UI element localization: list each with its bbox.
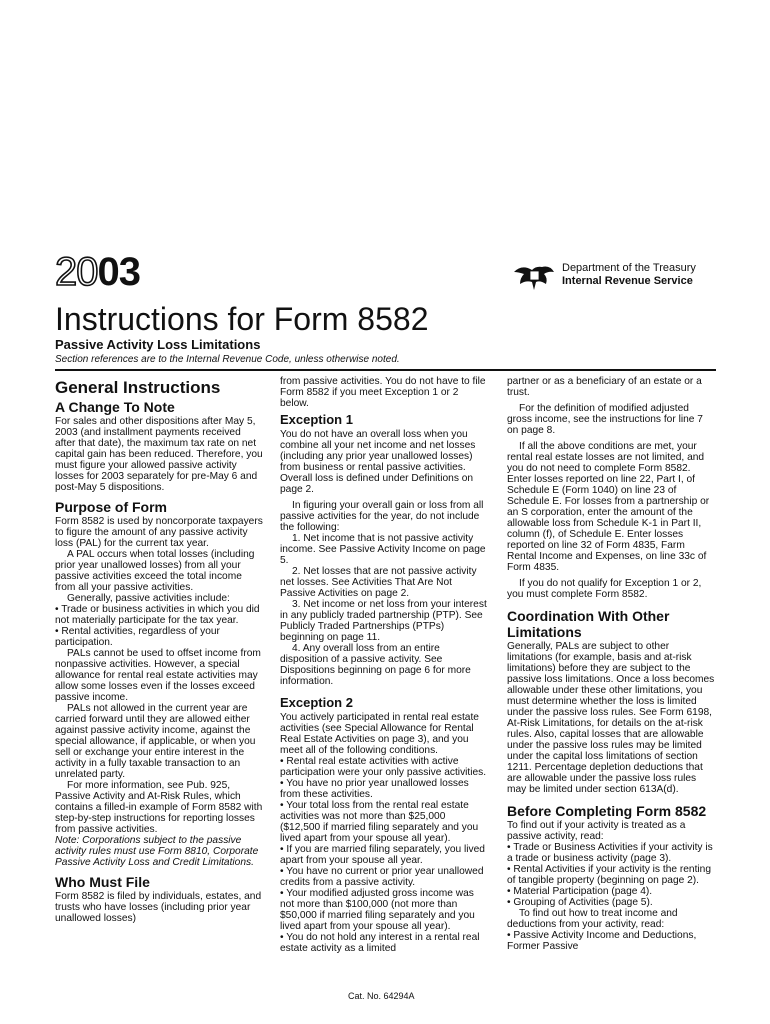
bullet-item: • Your total loss from the rental real estate activities was not more than $25,000 ($12,500 if married filing separately and you lived apart from your spouse all year). — [280, 800, 479, 844]
heading-general-instructions: General Instructions — [55, 378, 221, 397]
paragraph: To find out if your activity is treated as a passive activity, read: — [507, 820, 686, 842]
bullet-item: • Trade or business activities in which you did not materially participate for the tax year. — [55, 604, 260, 626]
bullet-item: • Your modified adjusted gross income was not more than $100,000 (not more than $50,000 if married filing separately and you lived apart from your spouse all year). — [280, 888, 475, 932]
bullet-item: • Grouping of Activities (page 5). — [507, 897, 653, 908]
heading-exception-1: Exception 1 — [280, 412, 353, 427]
form-year: 2003 — [55, 250, 140, 294]
paragraph: You actively participated in rental real estate activities (see Special Allowance for Rental Real Estate Activities on page 3), and you meet all of the following conditions. — [280, 712, 479, 756]
numbered-item: 3. Net income or net loss from your interest in any publicly traded partnership (PTP). See Publicly Traded Partnerships (PTPs) beginning on page 11. — [280, 599, 487, 643]
paragraph: from passive activities. You do not have to file Form 8582 if you meet Exception 1 or 2 below. — [280, 376, 486, 409]
bullet-item: • Rental real estate activities with active participation were your only passive activities. — [280, 756, 487, 778]
paragraph: To find out how to treat income and deductions from your activity, read: — [507, 908, 678, 930]
bullet-item: • Passive Activity Income and Deductions, Former Passive — [507, 930, 697, 952]
paragraph: If you do not qualify for Exception 1 or 2, you must complete Form 8582. — [507, 578, 702, 600]
catalog-number: Cat. No. 64294A — [348, 991, 415, 1001]
paragraph: If all the above conditions are met, your rental real estate losses are not limited, and you do not need to complete Form 8582. Enter losses reported on line 22, Part I, of Schedule E (Form 1040) on line 23 of Schedule E. For losses from a partnership or an S corporation, enter the amount of the allowable loss from Schedule K-1 in Part II, column (f), of Schedule E. Enter losses reported on line 32 of Form 4835, Farm Rental Income and Expenses, on line 33c of Form 4835. — [507, 441, 710, 573]
page-subtitle: Passive Activity Loss Limitations — [55, 337, 261, 352]
bullet-item: • You have no prior year unallowed losses from these activities. — [280, 778, 469, 800]
heading-before-completing: Before Completing Form 8582 — [507, 803, 707, 819]
bullet-item: • Rental Activities if your activity is the renting of tangible property (beginning on page 2). — [507, 864, 712, 886]
paragraph: PALs cannot be used to offset income from nonpassive activities. However, a special allowance for rental real estate activities may allow some losses even if the losses exceed passive income. — [55, 648, 261, 703]
corporation-note: Note: Corporations subject to the passive activity rules must use Form 8810, Corporate Passive Activity Loss and Credit Limitations. — [55, 835, 259, 868]
column-1 — [55, 376, 263, 924]
bullet-item: • You have no current or prior year unallowed credits from a passive activity. — [280, 866, 484, 888]
heading-coordination: Coordination With Other Limitations — [507, 608, 670, 640]
section-reference-note: Section references are to the Internal Revenue Code, unless otherwise noted. — [55, 354, 400, 365]
bullet-item: • You do not hold any interest in a rental real estate activity as a limited — [280, 932, 480, 954]
paragraph: Form 8582 is used by noncorporate taxpayers to figure the amount of any passive activity loss (PAL) for the current tax year. — [55, 516, 263, 549]
bullet-item: • Material Participation (page 4). — [507, 886, 653, 897]
numbered-item: 1. Net income that is not passive activity income. See Passive Activity Income on page 5. — [280, 533, 486, 566]
column-3 — [507, 376, 715, 952]
agency-department: Department of the Treasury — [562, 262, 696, 274]
paragraph: In figuring your overall gain or loss from all passive activities for the year, do not include the following: — [280, 500, 484, 533]
paragraph: Form 8582 is filed by individuals, estates, and trusts who have losses (including prior year unallowed losses) — [55, 891, 262, 924]
paragraph: For the definition of modified adjusted gross income, see the instructions for line 7 on page 8. — [507, 403, 703, 436]
paragraph: For more information, see Pub. 925, Passive Activity and At-Risk Rules, which contains a filled-in example of Form 8582 with step-by-step instructions for reporting losses from passive activities. — [55, 780, 263, 835]
agency-service: Internal Revenue Service — [562, 275, 693, 287]
bullet-item: • Trade or Business Activities if your activity is a trade or business activity (page 3). — [507, 842, 713, 864]
paragraph: Generally, PALs are subject to other limitations (for example, basis and at-risk limitations) before they are subject to the passive loss limitations. Once a loss becomes allowable under these other limitations, you must determine whether the loss is limited under the passive loss rules. See Form 6198, At-Risk Limitations, for details on the at-risk rules. Also, capital losses that are allowable under the passive loss rules may be limited under the capital loss limitations of section 1211. Percentage depletion deductions that are allowable under the passive loss rules may be limited under section 613A(d). — [507, 641, 715, 795]
bullet-item: • If you are married filing separately, you lived apart from your spouse all year. — [280, 844, 485, 866]
paragraph: For sales and other dispositions after May 5, 2003 (and installment payments received after that date), the maximum tax rate on net capital gain has been reduced. Therefore, you must figure your allowed passive activity losses for 2003 separately for pre-May 6 and post-May 5 dispositions. — [55, 416, 263, 493]
column-2 — [280, 376, 488, 954]
heading-exception-2: Exception 2 — [280, 695, 353, 710]
bullet-item: • Rental activities, regardless of your participation. — [55, 626, 220, 648]
numbered-item: 4. Any overall loss from an entire disposition of a passive activity. See Dispositions beginning on page 6 for more information. — [280, 643, 471, 687]
heading-change-to-note: A Change To Note — [55, 399, 175, 415]
header-divider — [55, 369, 716, 371]
heading-who-must-file: Who Must File — [55, 874, 150, 890]
paragraph: PALs not allowed in the current year are carried forward until they are allowed either against passive activity income, against the special allowance, if applicable, or when you sell or exchange your entire interest in the activity in a fully taxable transaction to an unrelated party. — [55, 703, 256, 780]
page-title: Instructions for Form 8582 — [55, 301, 429, 337]
numbered-item: 2. Net losses that are not passive activity net losses. See Activities That Are Not Passive Activities on page 2. — [280, 566, 477, 599]
paragraph: partner or as a beneficiary of an estate or a trust. — [507, 376, 702, 398]
paragraph: Generally, passive activities include: — [67, 593, 230, 604]
irs-eagle-logo-icon — [512, 262, 556, 292]
agency-block — [512, 262, 696, 292]
paragraph: You do not have an overall loss when you combine all your net income and net losses (including any prior year unallowed losses) from business or rental passive activities. Overall loss is defined under Definitions on page 2. — [280, 429, 476, 495]
paragraph: A PAL occurs when total losses (including prior year unallowed losses) from all your passive activities exceed the total income from all your passive activities. — [55, 549, 255, 593]
heading-purpose-of-form: Purpose of Form — [55, 499, 168, 515]
